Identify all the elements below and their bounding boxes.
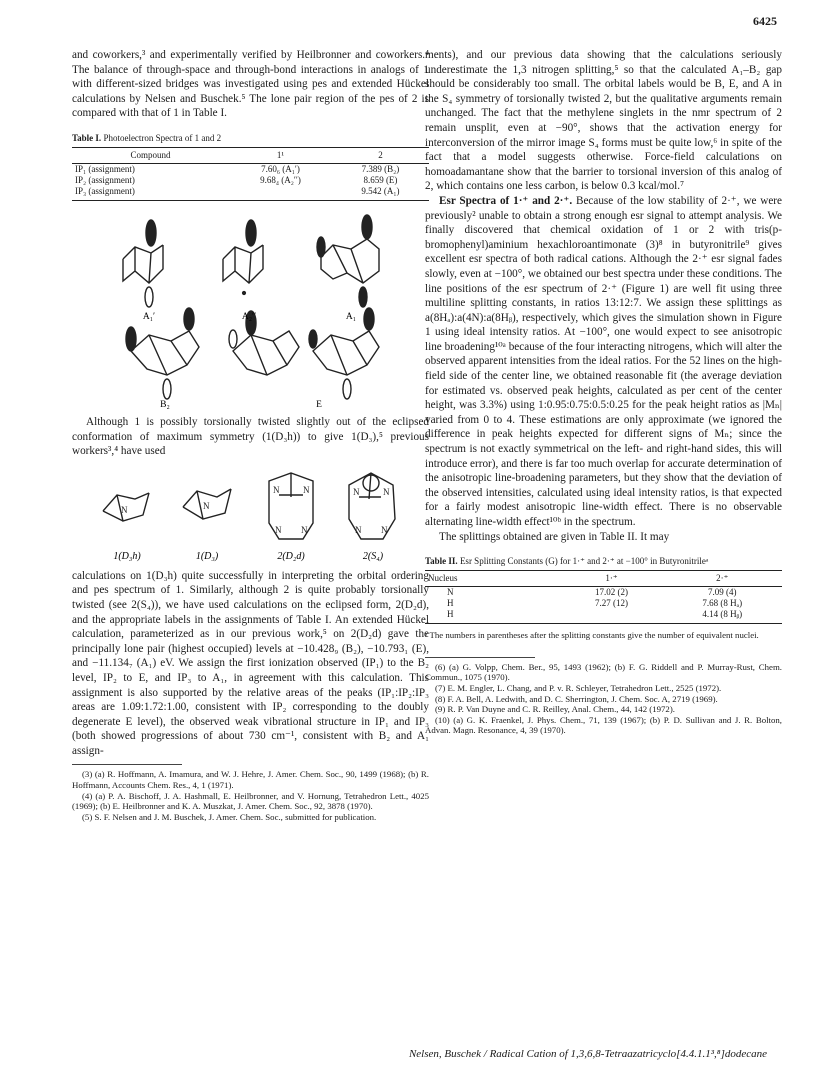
right-paragraph-3: The splittings obtained are given in Table II. It may [439, 530, 670, 543]
svg-text:N: N [272, 484, 279, 495]
section-body: Because of the low stability of 2·⁺, we were previously² unable to obtain a strong enough esr signal to attempt analysis. We finally discovered that chemical oxidation of 1 or 2 with tris(p-bromophenyl)aminium hexachloroantimonate (3)⁸ in butyronitrile⁹ gives excellent esr spectra of both radical cations. Although the 2·⁺ esr signal fades slowly, even at −100°, we obtained our best spectra under these conditions. The line positions of the esr spectrum of 2·⁺ (Figure 1) are well fit using three multiline splitting constants, in ratios 13:12:7. We assign these splittings as a(8Hₐ):a(4N):a(8Hᵦ), respectively, which gives the simulation shown in Figure 1 using ideal intensity ratios. At −100°, one would expect to see anisotropic line broadening¹⁰ᵃ because of the four interacting nitrogens, which will alter the observed apparent intensities from the ideal ratios. For the 52 lines on the high-field side of the center line, we obtained reasonable fit (the average deviation for estimated vs. observed peak heights, calculated as per cent of the center height, was 3.3%) using 1:0.95:0.75:0.5:0.25 for the peak height ratios as |Mₙ| varied from 0 to 4. These estimations are only approximate (we ignored the difference in peak heights expected for different signs of Mₙ; since the spectrum is not exactly symmetrical on the left- and right-hand sides, this will introduce error), and there is far too much overlap for accurate determination of the anisotropic line-broadening parameters, but they show that the deviation of the observed intensities, calculated using ideal intensity ratios, is that expected for a fairly modest anisotropic line-width effect. There is no observable alternating line-width effect¹⁰ᵇ in the spectrum. [425, 194, 782, 528]
table-cell [229, 186, 332, 201]
reference: (7) E. M. Engler, L. Chang, and P. v. R. Schleyer, Tetrahedron Lett., 2525 (1972). [435, 682, 722, 693]
table-2-caption-label: Table II. [425, 556, 458, 567]
label-a2-double-prime: A₂′′ [241, 311, 256, 322]
table-row [425, 598, 782, 609]
section-heading: Esr Spectra of 1·⁺ and 2·⁺. [439, 194, 573, 207]
table-cell: N [447, 587, 454, 598]
structure-a1 [317, 215, 379, 307]
table-row [72, 186, 429, 201]
table-row [425, 587, 782, 599]
orbital-diagrams-figure [101, 209, 401, 409]
table-1-caption-text: Photoelectron Spectra of 1 and 2 [103, 132, 222, 143]
table-cell: H [447, 598, 454, 609]
svg-text:N: N [352, 486, 359, 497]
left-paragraph-3: calculations on 1(D₃h) quite successfully in interpreting the orbital ordering and pes spectrum of 1. Similarly, although 2 is quite probably torsionally twisted (see 2(S₄)), we have used calculations on the eclipsed form, 2(D₂d), and the appropriate labels in the assignments of Table I. An extended Hückel calculation, parameterized as in our previous work,⁵ on 2(D₂d) gave the principally lone pair (highest occupied) levels at −10.428₉ (B₂), −10.793₁ (E), and −11.134₇ (A₁) eV. We assign the first ionization observed (IP₁) to the B₂ level, IP₂ to E, and IP₃ to A₁, in agreement with this calculation. This assignment is also supported by the relative areas of the peaks (IP₁:IP₂:IP₃ areas are 1.09:1.72:1.00, consistent with IP₂ corresponding to the doubly degenerate E level), the observed weak vibrational structure in IP₁ and IP₃ (both showed progressions of about 730 cm⁻¹, consistent with B₂ and A₁ assign- [72, 569, 429, 757]
structure-a2-double-prime [223, 220, 263, 294]
reference: (4) (a) P. A. Bischoff, J. A. Hashmall, E. Heilbronner, and V. Hornung, Tetrahedron Lett., 4025 (1969); (b) E. Heilbronner and K. A. Muszkat, J. Amer. Chem. Soc., 92, 3878 (1970). [72, 790, 429, 812]
svg-text:N: N [120, 504, 127, 515]
right-column [425, 48, 782, 736]
left-paragraph-2: Although 1 is possibly torsionally twisted slightly out of the eclipsed conformation of maximum symmetry (1(D₃h)) to give 1(D₃),⁵ previous workers³,⁴ have used [72, 415, 429, 458]
table-row [425, 609, 782, 624]
table-header: Compound [72, 147, 229, 163]
table-1-caption [72, 133, 429, 144]
table-cell: 17.02 (2) [595, 587, 629, 598]
reference: (6) (a) G. Volpp, Chem. Ber., 95, 1493 (1962); (b) F. G. Riddell and P. Murray-Rust, Chem. Commun., 1075 (1970). [425, 661, 782, 683]
structure-2-s4 [349, 473, 395, 539]
left-references [72, 769, 429, 822]
table-header-row [72, 147, 429, 163]
right-references [425, 662, 782, 736]
svg-text:N: N [380, 524, 387, 535]
svg-text:N: N [202, 500, 209, 511]
label-b2: B₂ [159, 399, 170, 409]
table-header: 2 [332, 147, 429, 163]
label-1-d3: 1(D₃) [195, 550, 218, 562]
table-header: Nucleus [425, 571, 561, 587]
structure-1-d3 [183, 489, 231, 519]
table-cell: 4.14 (8 Hᵦ) [662, 609, 782, 624]
table-cell: 7.60₆ (A₁′) [261, 163, 300, 174]
table-cell: IP₂ (assignment) [75, 174, 135, 185]
page-number: 6425 [753, 14, 777, 28]
svg-text:N: N [382, 486, 389, 497]
table-1 [72, 147, 429, 201]
table-header: 1·⁺ [561, 571, 663, 587]
table-cell: 7.389 (B₂) [361, 163, 400, 174]
label-2-d2d: 2(D₂d) [276, 550, 305, 562]
table-2-caption [425, 556, 782, 567]
reference: (3) (a) R. Hoffmann, A. Imamura, and W. J. Hehre, J. Amer. Chem. Soc., 90, 1499 (1968); (b) R. Hoffmann, Accounts Chem. Res., 4, 1 (1971). [72, 769, 429, 791]
table-cell: 9.68₄ (A₂′′) [260, 174, 301, 185]
table-cell: IP₃ (assignment) [72, 186, 229, 201]
table-cell: 9.542 (A₁) [332, 186, 429, 201]
table-header: 2·⁺ [662, 571, 782, 587]
label-a1: A₁ [345, 311, 356, 322]
label-a1-prime: A₁′ [142, 311, 155, 322]
table-2-caption-text: Esr Splitting Constants (G) for 1·⁺ and 2·⁺ at −100° in Butyronitrileᵃ [459, 556, 709, 567]
running-footer: Nelsen, Buschek / Radical Cation of 1,3,6,8-Tetraazatricyclo[4.4.1.1³,⁸]dodecane [408, 1048, 767, 1060]
reference: (9) R. P. Van Duyne and C. R. Reilley, Anal. Chem., 44, 142 (1972). [435, 704, 675, 715]
reference: (10) (a) G. K. Fraenkel, J. Phys. Chem., 71, 139 (1967); (b) P. D. Sullivan and J. R. Bolton, Advan. Magn. Resonance, 4, 39 (1970). [425, 714, 782, 736]
table-2-footnote: ᵃ The numbers in parentheses after the splitting constants give the number of equivalent nuclei. [425, 630, 759, 641]
table-cell: 7.68 (8 Hₐ) [702, 598, 743, 609]
label-2-s4: 2(S₄) [362, 550, 383, 562]
table-header-row [425, 571, 782, 587]
reference: (5) S. F. Nelsen and J. M. Buschek, J. Amer. Chem. Soc., submitted for publication. [82, 811, 377, 822]
table-row [72, 163, 429, 175]
table-1-caption-label: Table I. [72, 132, 102, 143]
right-paragraph-2 [425, 194, 782, 530]
table-row [72, 175, 429, 186]
table-cell: 7.09 (4) [707, 587, 737, 598]
table-cell: 7.27 (12) [595, 598, 629, 609]
structure-b2 [126, 308, 199, 399]
table-cell: IP₁ (assignment) [75, 163, 135, 174]
table-cell: H [425, 609, 561, 624]
conformations-figure [91, 467, 411, 563]
svg-text:N: N [300, 524, 307, 535]
table-cell [561, 609, 663, 624]
reference: (8) F. A. Bell, A. Ledwith, and D. C. Sherrington, J. Chem. Soc. A, 2719 (1969). [435, 693, 718, 704]
label-1-d3h: 1(D₃h) [112, 550, 141, 562]
references-divider [425, 657, 535, 658]
left-column [72, 48, 429, 822]
svg-text:N: N [354, 524, 361, 535]
svg-text:N: N [302, 484, 309, 495]
structure-1-d3h [103, 493, 149, 521]
label-e: E [315, 399, 322, 409]
structure-2-d2d [269, 473, 313, 539]
table-header: 1¹ [229, 147, 332, 163]
svg-text:N: N [274, 524, 281, 535]
table-2 [425, 570, 782, 624]
structure-a1-prime [123, 220, 163, 307]
left-paragraph-1: and coworkers,³ and experimentally verified by Heilbronner and coworkers.⁴ The balance of through-space and through-bond interactions in analogs of 1 with different-sized bridges was investigated using pes and extended Hückel calculations by Nelsen and Buschek.⁵ The lone pair region of the pes of 2 is compared with that of 1 in Table I. [72, 49, 429, 120]
references-divider [72, 764, 182, 765]
right-paragraph-1: ments), and our previous data showing that the calculations seriously underestimate the 1,3 nitrogen splitting,⁵ so that the calculated A₁–B₂ gap should be considerably too small. The orbital labels would be B, E, and A in the S₄ symmetry of torsionally twisted 2, but the qualitative arguments remain unchanged. The fact that the methylene singlets in the nmr spectrum of 2 remain unsplit, even at −90°, shows that the activation energy for interconversion of the mirror image S₄ forms must be quite low,⁶ in spite of the fact that a model suggests otherwise. Force-field calculations on homoadamantane show that the barrier to torsional inversion of this analog of 2, which contains one less carbon, is below 0.3 kcal/mol.⁷ [425, 49, 782, 193]
table-cell: 8.659 (E) [363, 174, 398, 185]
